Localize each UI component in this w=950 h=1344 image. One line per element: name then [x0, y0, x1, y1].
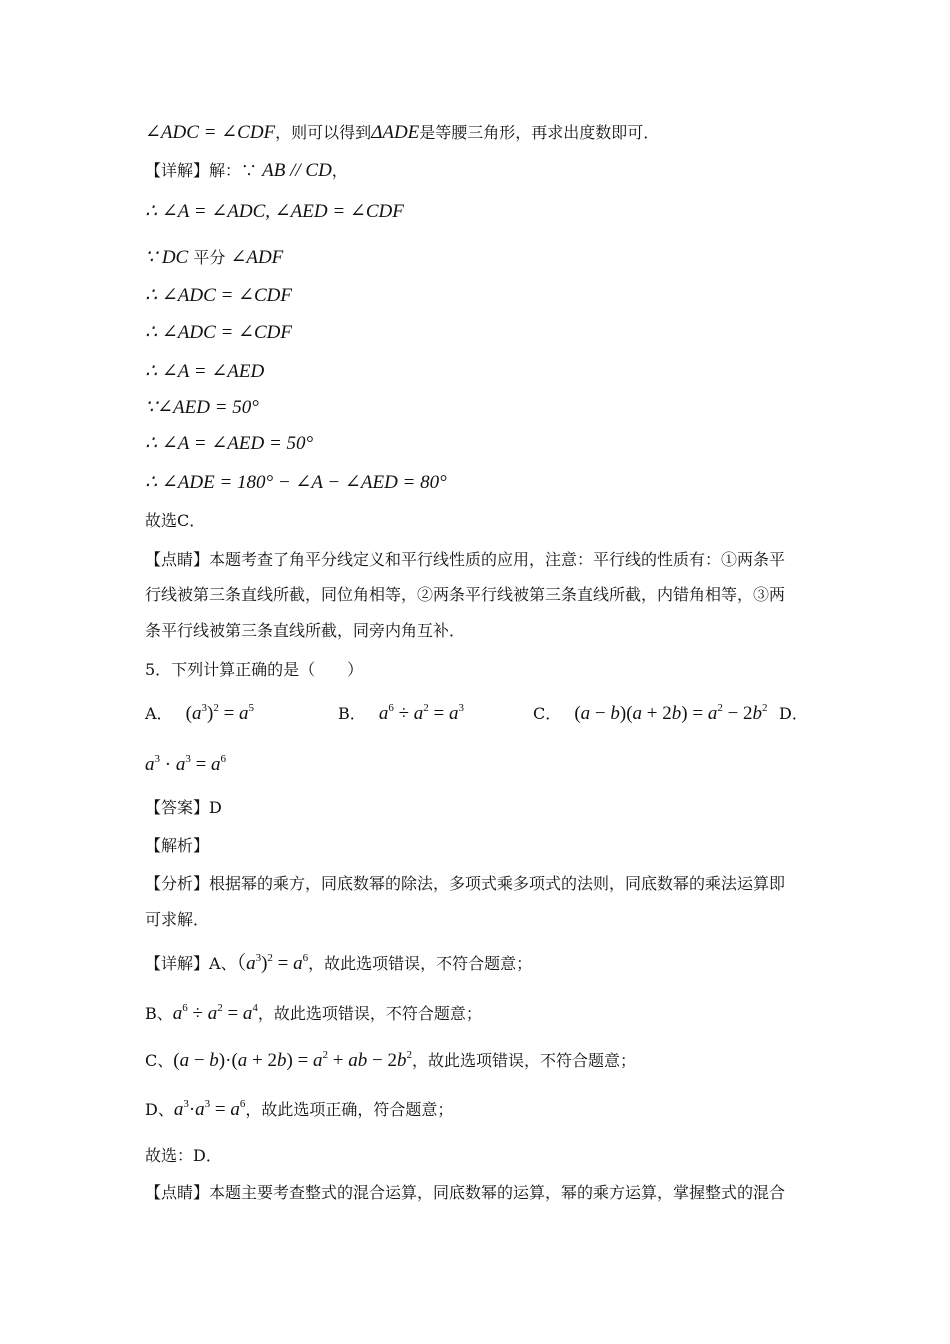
choice-b-formula: $a^6 \div a^2 = a^3$ — [378, 702, 465, 724]
detail-a-line: 【详解】A、$(a^3)^2 = a^6$，故此选项错误，不符合题意； — [145, 952, 533, 974]
choice-c-formula: $(a - b)(a + 2b) = a^2 - 2b^2$ — [574, 702, 768, 724]
detail-d-line: D、$a^3\cdot a^3 = a^6$，故此选项正确，符合题意； — [145, 1098, 454, 1120]
fenxi-tag: 【分析】 — [145, 874, 210, 893]
dianjing-tag: 【点睛】 — [145, 1183, 210, 1202]
detail-d-formula: $a^3\cdot a^3 = a^6$ — [173, 1098, 246, 1120]
text-line-1: ∠ADC = ∠CDF，则可以得到ΔADE是等腰三角形，再求出度数即可． — [145, 122, 660, 143]
select-d-line: 故选：D． — [145, 1146, 222, 1165]
fenxi-line-2: 可求解． — [145, 910, 210, 929]
detail-b-line: B、$a^6 \div a^2 = a^4$，故此选项错误，不符合题意； — [145, 1002, 482, 1024]
comment-line-1: 【点睛】本题考查了角平分线定义和平行线性质的应用，注意：平行线的性质有：①两条平 — [145, 550, 786, 569]
answer-tag: 【答案】 — [145, 798, 210, 817]
comment-line-2: 行线被第三条直线所截，同位角相等，②两条平行线被第三条直线所截，内错角相等，③两 — [145, 585, 786, 604]
detail-c-formula: $(a - b)\cdot(a + 2b) = a^2$ + ab − $2b^2$ — [173, 1049, 412, 1071]
answer-line — [145, 797, 222, 819]
math-ab-parallel-cd: AB // CD — [262, 160, 332, 181]
proof-step-8: ∴ ∠ADE = 180° − ∠A − ∠AED = 80° — [145, 472, 447, 493]
choice-d-formula: $a^3 \cdot a^3 = a^6$ — [145, 753, 227, 775]
math-angle-adc-cdf: ∠ADC = ∠CDF — [145, 122, 276, 143]
fenxi-line-1: 【分析】根据幂的乘方，同底数幂的除法，多项式乘多项式的法则，同底数幂的乘法运算即 — [145, 874, 786, 893]
detail-tag-2: 【详解】 — [145, 954, 210, 973]
choice-b: B． $a^6 \div a^2 = a^3$ — [338, 702, 465, 724]
detail-tag: 【详解】 — [145, 161, 210, 180]
math-triangle-ade: ΔADE — [371, 122, 420, 143]
choice-a: A． $(a^3)^2 = a^5$ — [145, 702, 255, 724]
detail-c-line: C、$(a - b)\cdot(a + 2b) = a^2$ + ab − $2b^2$，故此选项错误，不符合题意； — [145, 1049, 636, 1071]
comment-tag: 【点睛】 — [145, 550, 210, 569]
choice-c: C． $(a - b)(a + 2b) = a^2 - 2b^2$ — [533, 702, 768, 724]
select-c-line: 故选C． — [145, 511, 206, 530]
question-5-title: 5．下列计算正确的是（ ） — [145, 660, 364, 679]
proof-step-1: ∴ ∠A = ∠ADC, ∠AED = ∠CDF — [145, 201, 404, 222]
detail-a-formula: $(a^3)^2 = a^6$ — [236, 952, 309, 974]
detail-heading-line: 【详解】解：∵ AB // CD， — [145, 160, 348, 181]
choice-a-formula: $(a^3)^2 = a^5$ — [185, 702, 255, 724]
proof-step-7: ∴ ∠A = ∠AED = 50° — [145, 433, 314, 454]
proof-step-2: ∵ DC 平分 ∠ADF — [145, 247, 284, 268]
choice-d: D． — [779, 704, 808, 723]
comment-line-3: 条平行线被第三条直线所截，同旁内角互补． — [145, 621, 466, 640]
detail-b-formula: $a^6 \div a^2 = a^4$ — [172, 1002, 258, 1024]
analysis-title: 【解析】 — [145, 836, 210, 855]
proof-step-3: ∴ ∠ADC = ∠CDF — [145, 285, 292, 306]
proof-step-6: ∵∠AED = 50° — [145, 397, 259, 418]
proof-step-5: ∴ ∠A = ∠AED — [145, 361, 265, 382]
proof-step-4: ∴ ∠ADC = ∠CDF — [145, 322, 292, 343]
dianjing-line: 【点睛】本题主要考查整式的混合运算，同底数幂的运算，幂的乘方运算，掌握整式的混合 — [145, 1183, 786, 1202]
answer-value: D — [209, 798, 222, 817]
